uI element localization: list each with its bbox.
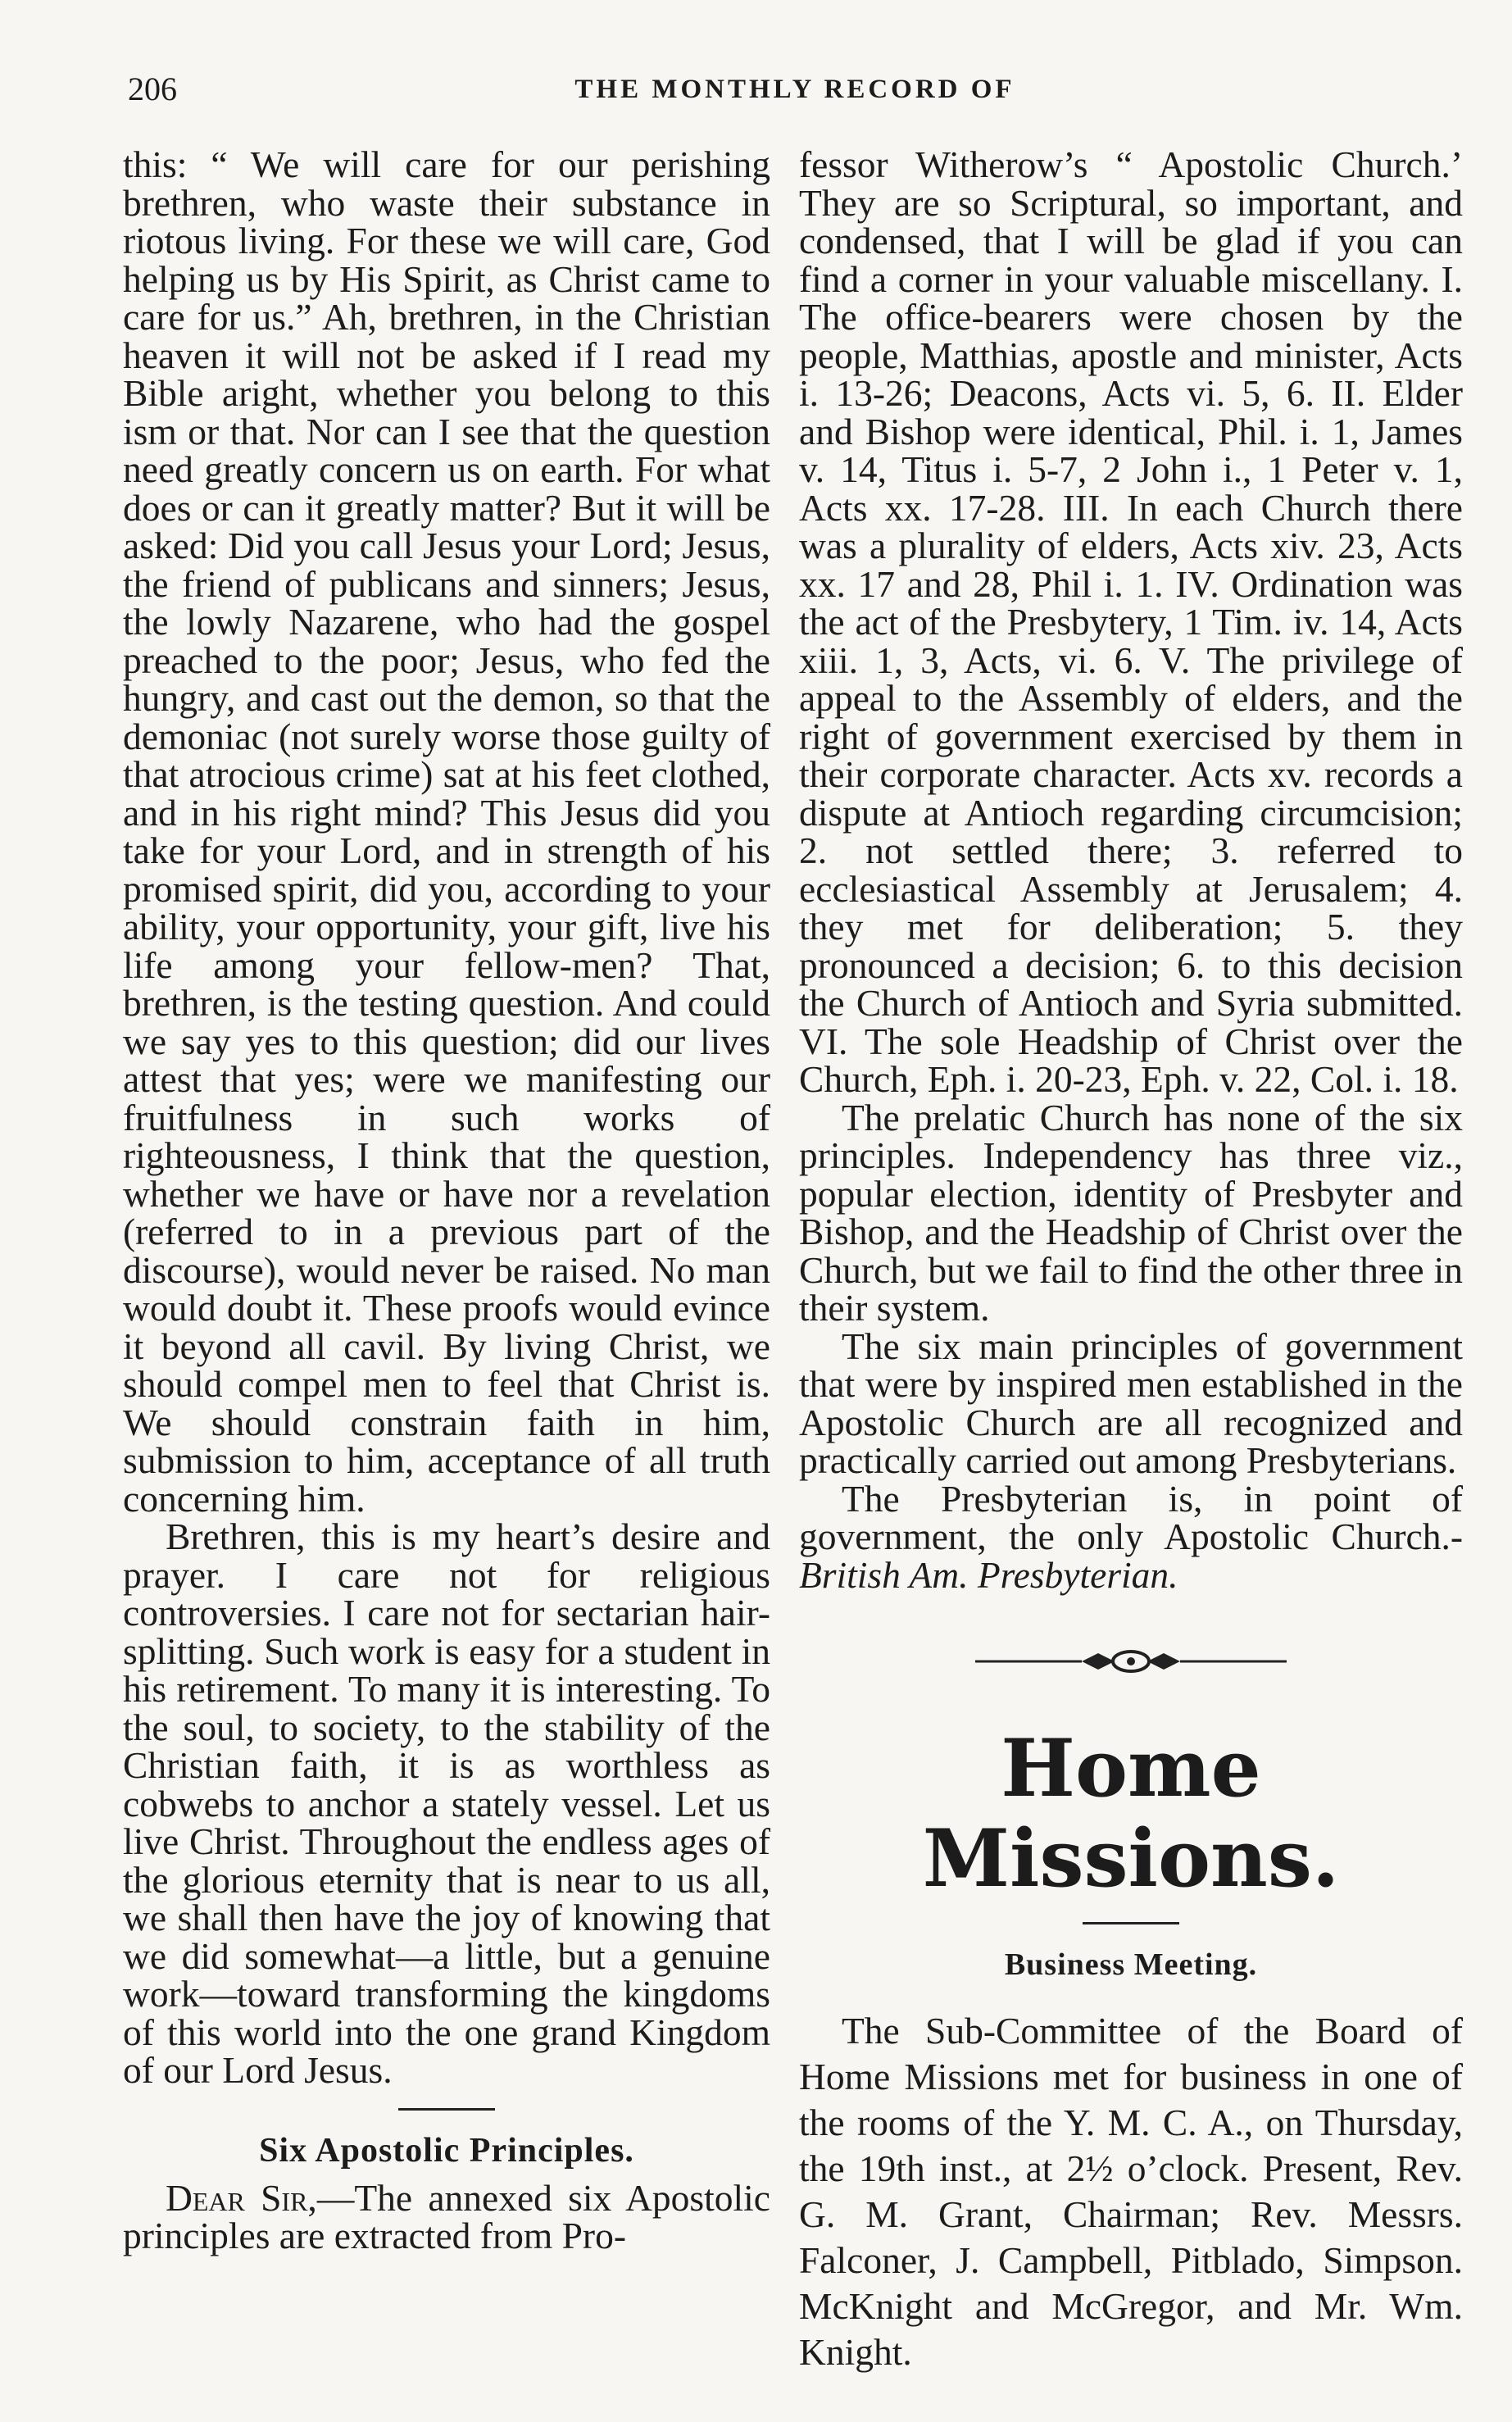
closing-sentence: The Presbyterian is, in point of government, the only Apostolic Church.- bbox=[799, 1477, 1463, 1557]
right-column bbox=[799, 143, 1463, 2375]
letter-opening: —The annexed six Apostolic principles are extracted from Pro- bbox=[123, 2176, 770, 2256]
right-paragraph-3: The six main principles of government that were by inspired men established in the Apostolic Church are all recognized and practically carried out among Presbyterians. bbox=[799, 1325, 1463, 1481]
right-paragraph-4 bbox=[799, 1477, 1463, 1596]
left-paragraph-2: Brethren, this is my heart’s desire and prayer. I care not for religious controversies. I care not for sectarian hair-splitting. Such work is easy for a student in his retirement. To many it is interesting. To the soul, to society, to the stability of the Christian faith, it is as worthless as cobwebs to anchor a stately vessel. Let us live Christ. Throughout the endless ages of the glorious eternity that is near to us all, we shall then have the joy of knowing that we did somewhat—a little, but a genuine work—toward transforming the kingdoms of this world into the one grand Kingdom of our Lord Jesus. bbox=[123, 1515, 770, 2091]
section-divider-2 bbox=[1083, 1922, 1179, 1924]
left-paragraph-3 bbox=[123, 2176, 770, 2256]
heading-business-meeting: Business Meeting. bbox=[1004, 1947, 1258, 1982]
running-head bbox=[123, 69, 1467, 110]
right-paragraph-2: The prelatic Church has none of the six principles. Independency has three viz., popular election, identity of Presbyter and Bishop, and the Headship of Christ over the Church, but we fail to find the other three in their system. bbox=[799, 1096, 1463, 1329]
section-divider bbox=[398, 2108, 495, 2111]
salutation: Dear Sir, bbox=[166, 2176, 317, 2219]
ornamental-rule-icon bbox=[975, 1645, 1287, 1678]
right-paragraph-1: fessor Witherow’s “ Apostolic Church.’ They are so Scriptural, so important, and condensed, that I will be glad if you can find a corner in your valuable miscellany. I. The office-bearers were chosen by the people, Matthias, apostle and minister, Acts i. 13-26; Deacons, Acts vi. 5, 6. II. Elder and Bishop were identical, Phil. i. 1, James v. 14, Titus i. 5-7, 2 John i., 1 Peter v. 1, Acts xx. 17-28. III. In each Church there was a plurality of elders, Acts xiv. 23, Acts xx. 17 and 28, Phil i. 1. IV. Ordination was the act of the Presbytery, 1 Tim. iv. 14, Acts xiii. 1, 3, Acts, vi. 6. V. The privilege of appeal to the Assembly of elders, and the right of government exercised by them in their corporate character. Acts xv. records a dispute at Antioch regarding circumcision; 2. not settled there; 3. referred to ecclesiastical Assembly at Jerusalem; 4. they met for deliberation; 5. they pronounced a decision; 6. to this decision the Church of Antioch and Syria submitted. VI. The sole Headship of Christ over the Church, Eph. i. 20-23, Eph. v. 22, Col. i. 18. bbox=[799, 143, 1463, 1100]
left-paragraph-1: this: “ We will care for our perishing brethren, who waste their substance in riotous living. For these we will care, God helping us by His Spirit, as Christ came to care for us.” Ah, brethren, in the Christian heaven it will not be asked if I read my Bible aright, whether you belong to this ism or that. Nor can I see that the question need greatly concern us on earth. For what does or can it greatly matter? But it will be asked: Did you call Jesus your Lord; Jesus, the friend of publicans and sinners; Jesus, the lowly Nazarene, who had the gospel preached to the poor; Jesus, who fed the hungry, and cast out the demon, so that the demoniac (not surely worse those guilty of that atrocious crime) sat at his feet clothed, and in his right mind? This Jesus did you take for your Lord, and in strength of his promised spirit, did you, according to your ability, your opportunity, your gift, live his life among your fellow-men? That, brethren, is the testing question. And could we say yes to this question; did our lives attest that yes; were we manifesting our fruitfulness in such works of righteousness, I think that the question, whether we have or have nor a revelation (referred to in a previous part of the discourse), would never be raised. No man would doubt it. These proofs would evince it beyond all cavil. By living Christ, we should compel men to feel that Christ is. We should constrain faith in him, submission to him, acceptance of all truth concerning him. bbox=[123, 143, 770, 1520]
heading-home-missions: Home Missions. bbox=[922, 1722, 1340, 1905]
journal-title: THE MONTHLY RECORD OF bbox=[574, 75, 1015, 104]
attribution: British Am. Presbyterian. bbox=[799, 1553, 1178, 1596]
page-number: 206 bbox=[128, 70, 177, 107]
heading-six-apostolic-principles: Six Apostolic Principles. bbox=[259, 2131, 634, 2170]
left-column bbox=[123, 143, 770, 2256]
right-paragraph-5: The Sub-Committee of the Board of Home Missions met for business in one of the rooms of the Y. M. C. A., on Thursday, the 19th inst., at 2½ o’clock. Present, Rev. G. M. Grant, Chairman; Rev. Messrs. Falconer, J. Campbell, Pitblado, Simpson. McKnight and McGregor, and Mr. Wm. Knight. bbox=[799, 2010, 1463, 2373]
